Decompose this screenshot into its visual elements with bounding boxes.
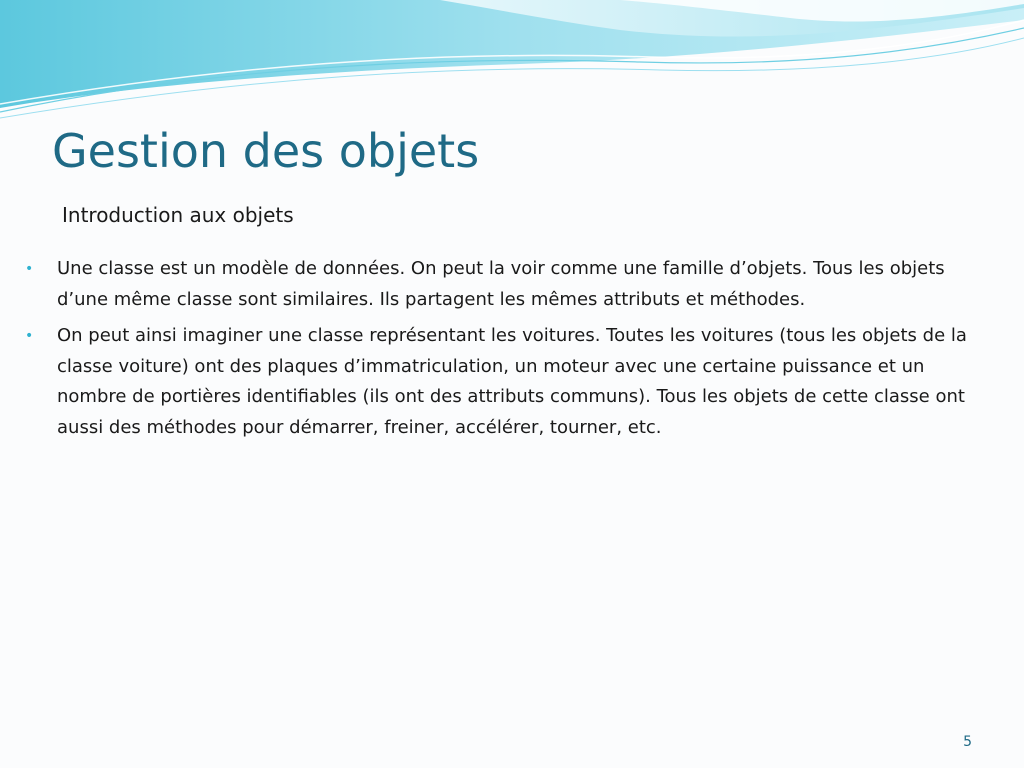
slide-subtitle: Introduction aux objets bbox=[62, 203, 294, 227]
page-number: 5 bbox=[963, 734, 972, 750]
bullet-dot-icon: • bbox=[25, 328, 34, 344]
header-wave-decoration bbox=[0, 0, 1024, 130]
slide-title: Gestion des objets bbox=[52, 124, 480, 178]
bullet-text: Une classe est un modèle de données. On peut la voir comme une famille d’objets. Tous les objets d’une même classe sont similaires. Ils partagent les mêmes attributs et méthodes. bbox=[57, 258, 945, 310]
bullet-item bbox=[22, 321, 997, 443]
bullet-item bbox=[22, 254, 997, 315]
bullet-list bbox=[22, 254, 997, 449]
bullet-dot-icon: • bbox=[25, 261, 34, 277]
bullet-text: On peut ainsi imaginer une classe représentant les voitures. Toutes les voitures (tous les objets de la classe voiture) ont des plaques d’immatriculation, un moteur avec une certaine puissance et un nombre de portières identifiables (ils ont des attributs communs). Tous les objets de cette classe ont aussi des méthodes pour démarrer, freiner, accélérer, tourner, etc. bbox=[57, 325, 967, 438]
